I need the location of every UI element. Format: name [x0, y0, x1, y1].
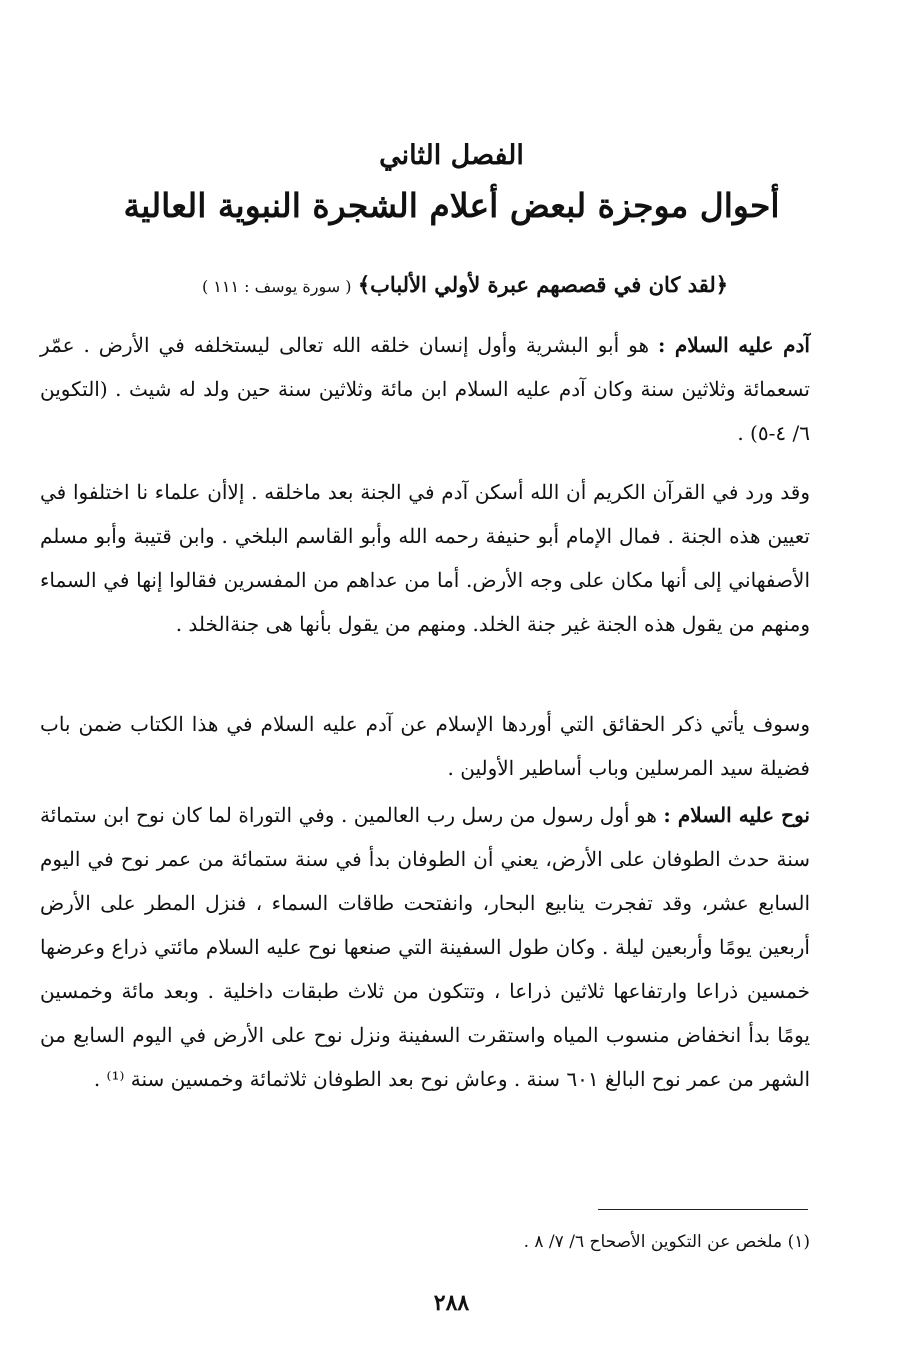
paragraph-text: هو أبو البشرية وأول إنسان خلقه الله تعالى ليستخلفه في الأرض . عمّر تسعمائة وثلاثين سنة وكان آدم عليه السلام ابن مائة وثلاثين سنة حين ولد له شيث . (التكوين ٦/ ٤-٥) . — [40, 333, 810, 445]
footnote: (١) ملخص عن التكوين الأصحاح ٦/ ٧/ ٨ . — [523, 1232, 810, 1252]
paragraph-book-reference — [40, 702, 810, 790]
paragraph-paradise — [40, 470, 810, 646]
footnote-divider — [598, 1209, 808, 1210]
quran-verse — [120, 272, 810, 297]
paragraph-text: وقد ورد في القرآن الكريم أن الله أسكن آدم في الجنة بعد ماخلقه . إلاأن علماء نا اختلفوا في تعيين هذه الجنة . فمال الإمام أبو حنيفة رحمه الله وأبو القاسم البلخي . وابن قتيبة وأبو مسلم الأصفهاني إلى أنها مكان على وجه الأرض. أما من عداهم من المفسرين فقالوا إنها في السماء ومنهم من يقول هذه الجنة غير جنة الخلد. ومنهم من يقول بأنها هى جنةالخلد . — [40, 480, 810, 636]
paragraph-lead: آدم عليه السلام : — [657, 333, 810, 357]
chapter-label: الفصل الثاني — [379, 140, 524, 171]
paragraph-noah — [40, 793, 810, 1101]
paragraph-text: هو أول رسول من رسل رب العالمين . وفي التوراة لما كان نوح ابن ستمائة سنة حدث الطوفان على الأرض، يعني أن الطوفان بدأ في سنة ستمائة من عمر نوح في اليوم السابع عشر، وقد تفجرت ينابيع البحار، وانفتحت طاقات السماء ، فنزل المطر على الأرض أربعين يومًا وأربعين ليلة . وكان طول السفينة التي صنعها نوح عليه السلام مائتي ذراع وعرضها خمسين ذراعا وارتفاعها ثلاثين ذراعا ، وتتكون من ثلاث طبقات داخلية . وبعد مائة وخمسين يومًا بدأ انخفاض منسوب المياه واستقرت السفينة ونزل نوح على الأرض في اليوم السابع من الشهر من عمر نوح البالغ ٦٠١ سنة . وعاش نوح بعد الطوفان ثلاثمائة وخمسين سنة ⁽¹⁾ . — [40, 803, 811, 1091]
paragraph-adam — [40, 323, 810, 455]
paragraph-lead: نوح عليه السلام : — [663, 803, 810, 827]
paragraph-text: وسوف يأتي ذكر الحقائق التي أوردها الإسلام عن آدم عليه السلام في هذا الكتاب ضمن باب فضيلة سيد المرسلين وباب أساطير الأولين . — [40, 712, 810, 780]
verse-reference: ( سورة يوسف : ١١١ ) — [201, 277, 352, 296]
verse-text: ﴿لقد كان في قصصهم عبرة لأولي الألباب﴾ — [357, 272, 729, 297]
page-number: ٢٨٨ — [433, 1290, 470, 1316]
chapter-title: أحوال موجزة لبعض أعلام الشجرة النبوية العالية — [123, 186, 780, 225]
